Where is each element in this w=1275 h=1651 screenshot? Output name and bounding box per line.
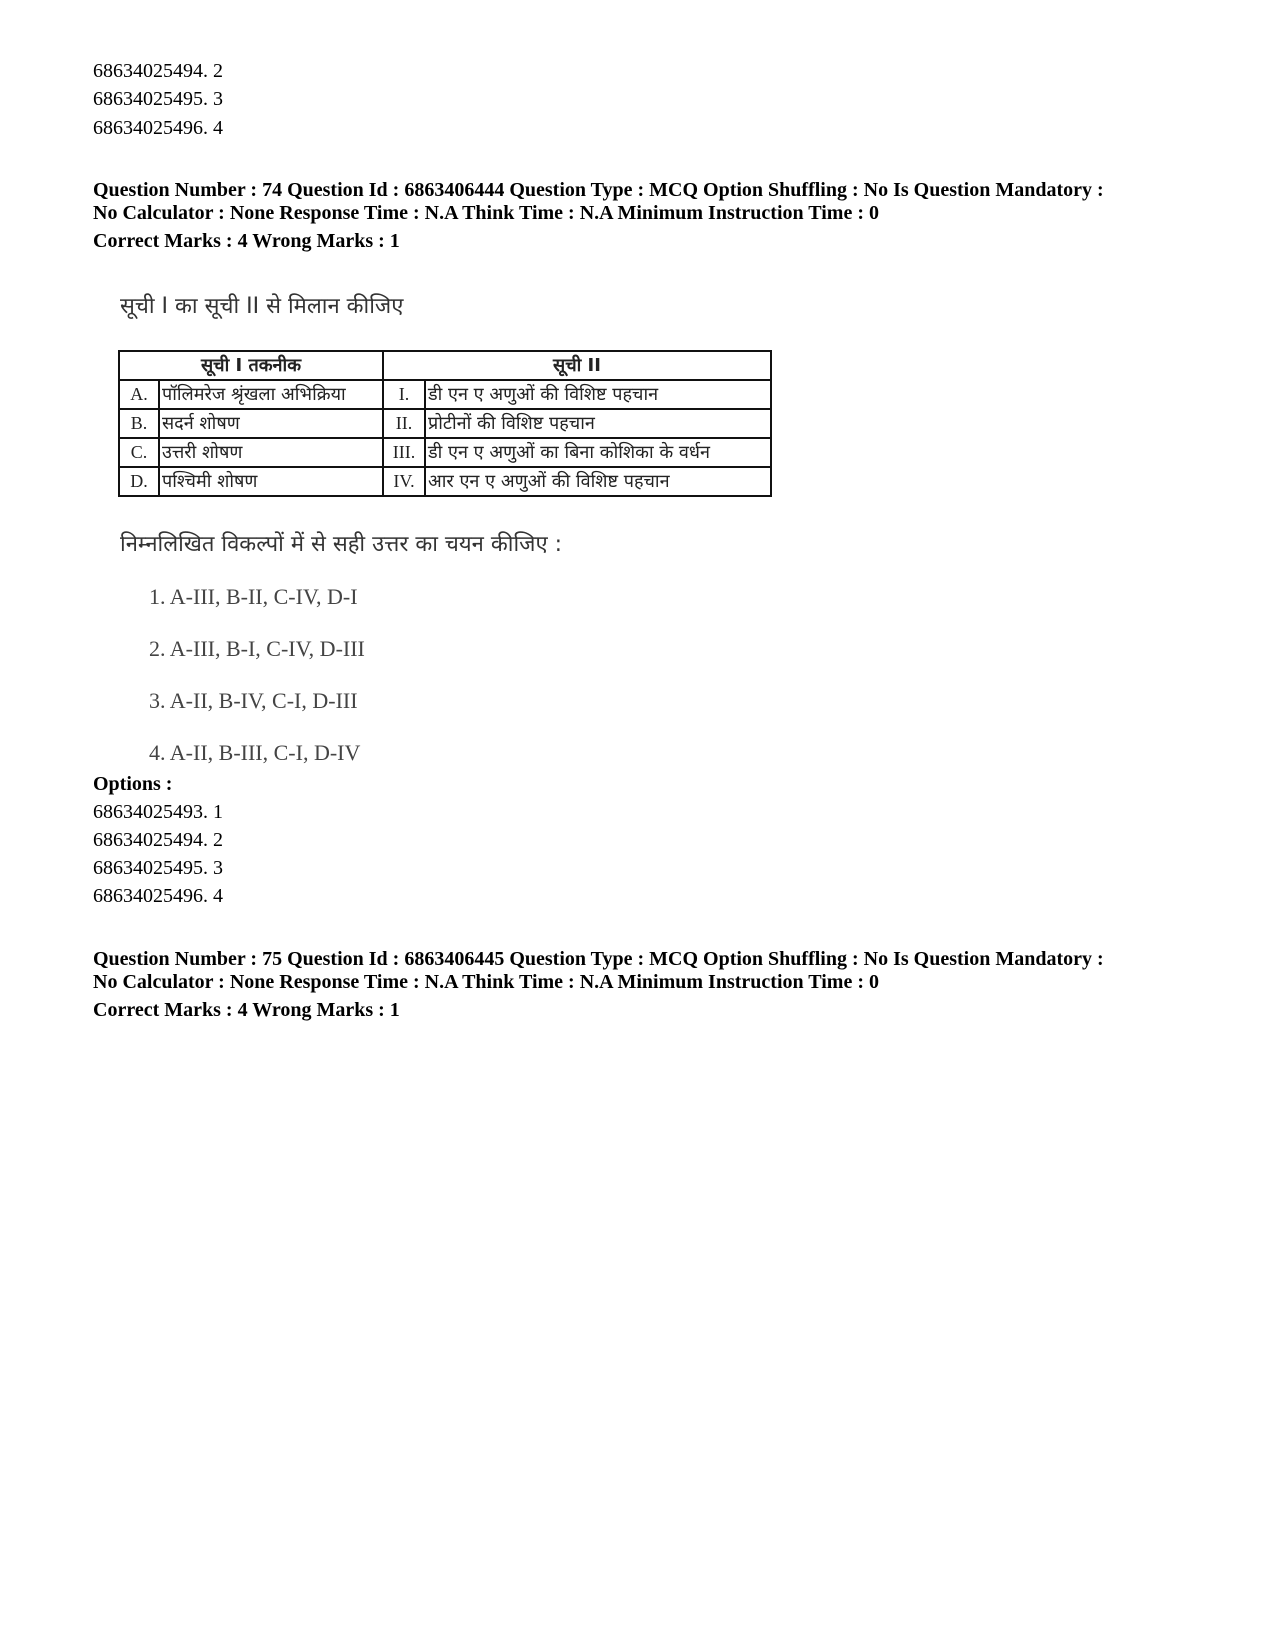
choice-4: 4. A-II, B-III, C-I, D-IV xyxy=(149,740,361,765)
prev-option-4: 68634025496. 4 xyxy=(93,117,223,139)
prev-option-2: 68634025494. 2 xyxy=(93,60,223,82)
list-2-item: डी एन ए अणुओं की विशिष्ट पहचान xyxy=(425,380,771,409)
list-1-item: सदर्न शोषण xyxy=(159,409,383,438)
q74-option-3: 68634025495. 3 xyxy=(93,857,223,879)
row-number: II. xyxy=(383,409,425,438)
list-1-item: उत्तरी शोषण xyxy=(159,438,383,467)
q74-option-4: 68634025496. 4 xyxy=(93,885,223,907)
q74-option-2: 68634025494. 2 xyxy=(93,829,223,851)
row-number: III. xyxy=(383,438,425,467)
row-key: B. xyxy=(119,409,159,438)
table-row xyxy=(119,380,771,409)
table-row xyxy=(119,409,771,438)
matching-table xyxy=(118,350,772,497)
prev-option-3: 68634025495. 3 xyxy=(93,88,223,110)
row-key: A. xyxy=(119,380,159,409)
q74-header-line2: No Calculator : None Response Time : N.A Think Time : N.A Minimum Instruction Time : 0 xyxy=(93,202,879,224)
list-1-item: पॉलिमरेज श्रृंखला अभिक्रिया xyxy=(159,380,383,409)
q75-marks: Correct Marks : 4 Wrong Marks : 1 xyxy=(93,999,400,1021)
list-2-item: डी एन ए अणुओं का बिना कोशिका के वर्धन xyxy=(425,438,771,467)
q74-options-label: Options : xyxy=(93,773,173,795)
matching-table-header xyxy=(119,351,771,380)
list-2-header: सूची II xyxy=(383,351,771,380)
choice-2: 2. A-III, B-I, C-IV, D-III xyxy=(149,636,365,661)
q75-header-line2: No Calculator : None Response Time : N.A Think Time : N.A Minimum Instruction Time : 0 xyxy=(93,971,879,993)
q75-header-line1: Question Number : 75 Question Id : 6863406445 Question Type : MCQ Option Shuffling : No Is Question Mandatory : xyxy=(93,948,1104,970)
list-1-header: सूची I तकनीक xyxy=(119,351,383,380)
choice-3: 3. A-II, B-IV, C-I, D-III xyxy=(149,688,358,713)
list-2-item: प्रोटीनों की विशिष्ट पहचान xyxy=(425,409,771,438)
row-number: IV. xyxy=(383,467,425,496)
list-1-item: पश्चिमी शोषण xyxy=(159,467,383,496)
q74-title: सूची I का सूची II से मिलान कीजिए xyxy=(120,294,404,319)
q74-marks: Correct Marks : 4 Wrong Marks : 1 xyxy=(93,230,400,252)
q74-question-image xyxy=(118,290,798,780)
row-key: C. xyxy=(119,438,159,467)
row-key: D. xyxy=(119,467,159,496)
choice-1: 1. A-III, B-II, C-IV, D-I xyxy=(149,584,358,609)
q74-option-1: 68634025493. 1 xyxy=(93,801,223,823)
row-number: I. xyxy=(383,380,425,409)
q74-header-line1: Question Number : 74 Question Id : 6863406444 Question Type : MCQ Option Shuffling : No Is Question Mandatory : xyxy=(93,179,1104,201)
q74-instruction: निम्नलिखित विकल्पों में से सही उत्तर का चयन कीजिए : xyxy=(120,532,563,557)
table-row xyxy=(119,438,771,467)
list-2-item: आर एन ए अणुओं की विशिष्ट पहचान xyxy=(425,467,771,496)
table-row xyxy=(119,467,771,496)
